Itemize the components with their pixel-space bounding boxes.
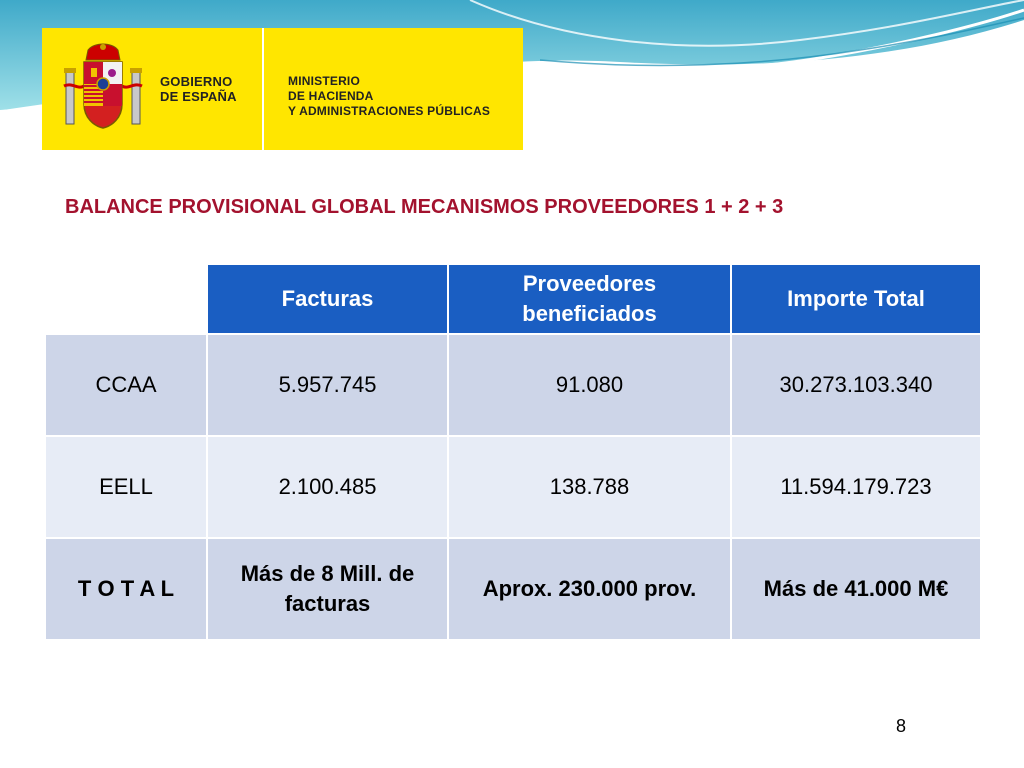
table-header-row (45, 264, 981, 334)
logo-min-line-3: Y ADMINISTRACIONES PÚBLICAS (288, 104, 491, 118)
logo-gov-line-2: DE ESPAÑA (160, 89, 237, 104)
header-cell-facturas: Facturas (207, 264, 448, 334)
facturas-cell: Más de 8 Mill. de facturas (207, 538, 448, 640)
balance-table (44, 263, 982, 641)
importe-cell: 30.273.103.340 (731, 334, 981, 436)
logo-gov-line-1: GOBIERNO (160, 74, 233, 89)
logo-ministry-text (288, 74, 490, 119)
coat-of-arms-icon (62, 42, 144, 134)
table-row (45, 436, 981, 538)
table-total-row (45, 538, 981, 640)
facturas-cell: 2.100.485 (207, 436, 448, 538)
facturas-cell: 5.957.745 (207, 334, 448, 436)
row-label-cell: EELL (45, 436, 207, 538)
header-cell-proveedores: Proveedores beneficiados (448, 264, 731, 334)
proveedores-cell: 138.788 (448, 436, 731, 538)
logo-government-text (160, 74, 237, 104)
importe-cell: Más de 41.000 M€ (731, 538, 981, 640)
slide-title: BALANCE PROVISIONAL GLOBAL MECANISMOS PROVEEDORES 1 + 2 + 3 (65, 196, 784, 218)
header-cell-importe: Importe Total (731, 264, 981, 334)
government-logo (42, 28, 523, 150)
logo-divider (262, 28, 264, 150)
header-cell-blank (45, 264, 207, 334)
row-label-cell: CCAA (45, 334, 207, 436)
table-row (45, 334, 981, 436)
logo-min-line-1: MINISTERIO (288, 74, 361, 88)
importe-cell: 11.594.179.723 (731, 436, 981, 538)
proveedores-cell: 91.080 (448, 334, 731, 436)
row-label-cell: T O T A L (45, 538, 207, 640)
proveedores-cell: Aprox. 230.000 prov. (448, 538, 731, 640)
page-number: 8 (896, 716, 907, 736)
logo-min-line-2: DE HACIENDA (288, 89, 374, 103)
